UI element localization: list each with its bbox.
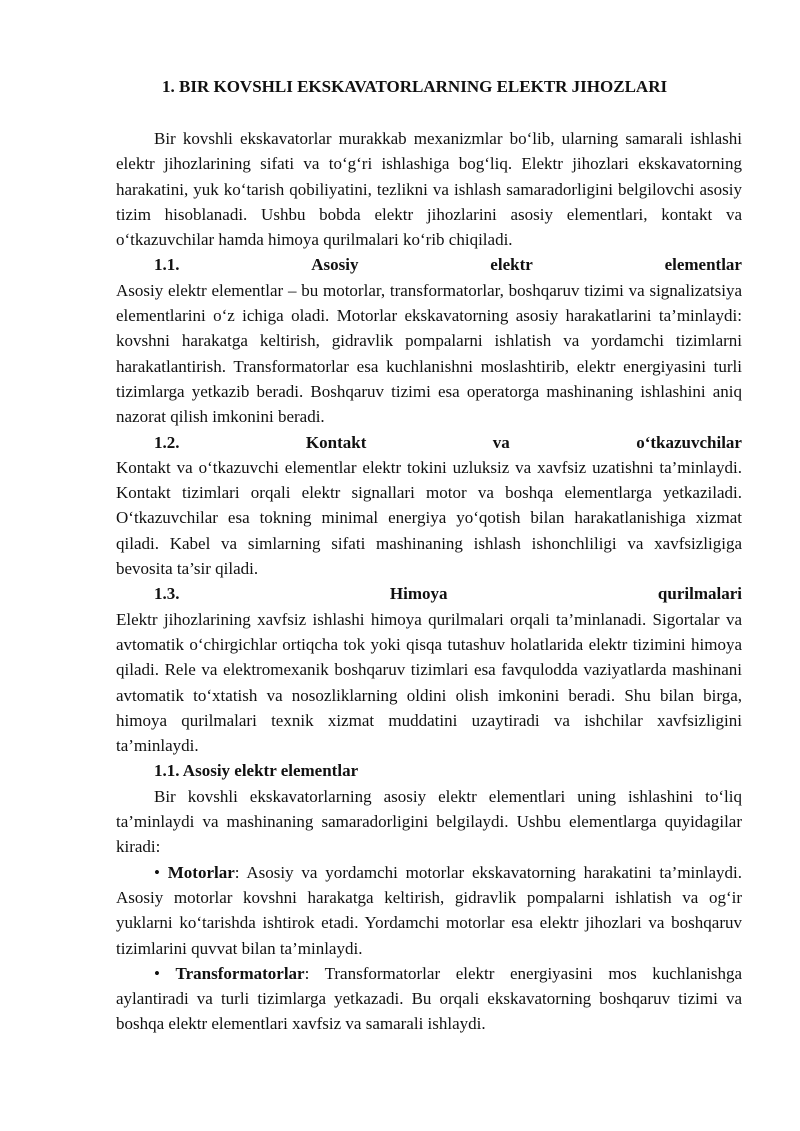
section-paragraph-1-1: Asosiy elektr elementlar – bu motorlar, transformatorlar, boshqaruv tizimi va signalizatsiya elementlarini o‘z ichiga oladi. Motorlar ekskavatorning asosiy harakatlarini ta’minlaydi: kovshni harakatga keltirish, gidravlik pompalarni ishlatish va yordamchi tizimlarni harakatlantirish. Transformatorlar esa kuchlanishni moslashtirib, elektr energiyasini turli tizimlarga yetkazib beradi. Boshqaruv tizimi esa operatorga mashinaning ishlashini aniq nazorat qilish imkonini beradi. [116,280,742,427]
intro-paragraph: Bir kovshli ekskavatorlar murakkab mexanizmlar bo‘lib, ularning samarali ishlashi elektr jihozlarining sifati va to‘g‘ri ishlashiga bog‘liq. Elektr jihozlari ekskavatorning harakatini, yuk ko‘tarish qobiliyatini, tezlikni va ishlash samaradorligini belgilovchi asosiy tizim hisoblanadi. Ushbu bobda elektr jihozlarini asosiy elementlari, kontakt va o‘tkazuvchilar hamda himoya qurilmalari ko‘rib chiqiladi. [116,129,742,250]
heading-word: 1.2. [154,432,180,452]
heading-word: Himoya [389,584,448,604]
heading-word: qurilmalari [657,584,742,604]
heading-word: 1.3. [154,584,180,604]
heading-word: o‘tkazuvchilar [636,432,742,452]
section-heading-1-2 [116,430,742,455]
section-heading-1-3 [116,581,742,606]
subsection-heading: 1.1. Asosiy elektr elementlar [154,761,359,781]
section-paragraph-1-3: Elektr jihozlarining xavfsiz ishlashi himoya qurilmalari orqali ta’minlanadi. Sigortalar va avtomatik o‘chirgichlar ortiqcha tok yoki qisqa tutashuv holatlarida elektr tizimini himoya qiladi. Rele va elektromexanik boshqaruv tizimlari esa favqulodda vaziyatlarda mashinani avtomatik to‘xtatish va nosozliklarning oldini olish imkonini beradi. Shu bilan birga, himoya qurilmalari texnik xizmat muddatini uzaytiradi va ishchilar xavfsizligini ta’minlaydi. [116,609,742,756]
heading-word: 1.1. [154,255,180,275]
bullet-text: : Asosiy va yordamchi motorlar ekskavatorning harakatini ta’minlaydi. Asosiy motorlar kovshni harakatga keltirish, gidravlik pompalarni ishlatish va og‘ir yuklarni ko‘tarishda ishtirok etadi. Yordamchi motorlar esa elektr jihozlari va boshqaruv tizimlarini quvvat bilan ta’minlaydi. [116,862,743,958]
section-paragraph-1-2: Kontakt va o‘tkazuvchi elementlar elektr tokini uzluksiz va xavfsiz uzatishni ta’minlaydi. Kontakt tizimlari orqali elektr signallari motor va boshqa elementlarga yetkaziladi. O‘tkazuvchilar esa tokning minimal energiya yo‘qotish bilan harakatlanishiga xizmat qiladi. Kabel va simlarning sifati mashinaning ishlash ishonchliligi va xavfsizligiga bevosita ta’sir qiladi. [116,457,742,579]
bullet-term: Motorlar [167,862,235,882]
heading-word: va [492,432,510,452]
bullet-marker: • [154,963,176,983]
heading-word: elektr [490,255,533,275]
section-heading-1-1 [116,252,742,277]
document-body [116,126,742,1037]
bullet-item-transformatorlar [116,961,742,1037]
bullet-term: Transformatorlar [175,963,305,983]
bullet-item-motorlar [116,860,742,961]
page-title: 1. BIR KOVSHLI EKSKAVATORLARNING ELEKTR JIHOZLARI [162,77,668,96]
bullet-marker: • [154,862,168,882]
heading-word: Asosiy [311,255,359,275]
bullet-text: : Transformatorlar elektr energiyasini mos kuchlanishga aylantiradi va turli tizimlarga yetkazadi. Bu orqali ekskavatorning boshqaruv tizimi va boshqa elektr elementlari xavfsiz va samarali ishlaydi. [116,963,742,1034]
heading-word: Kontakt [305,432,367,452]
subsection-paragraph: Bir kovshli ekskavatorlarning asosiy elektr elementlari uning ishlashini to‘liq ta’minlaydi va mashinaning samaradorligini belgilaydi. Ushbu elementlarga quyidagilar kiradi: [116,786,742,857]
heading-word: elementlar [664,255,742,275]
